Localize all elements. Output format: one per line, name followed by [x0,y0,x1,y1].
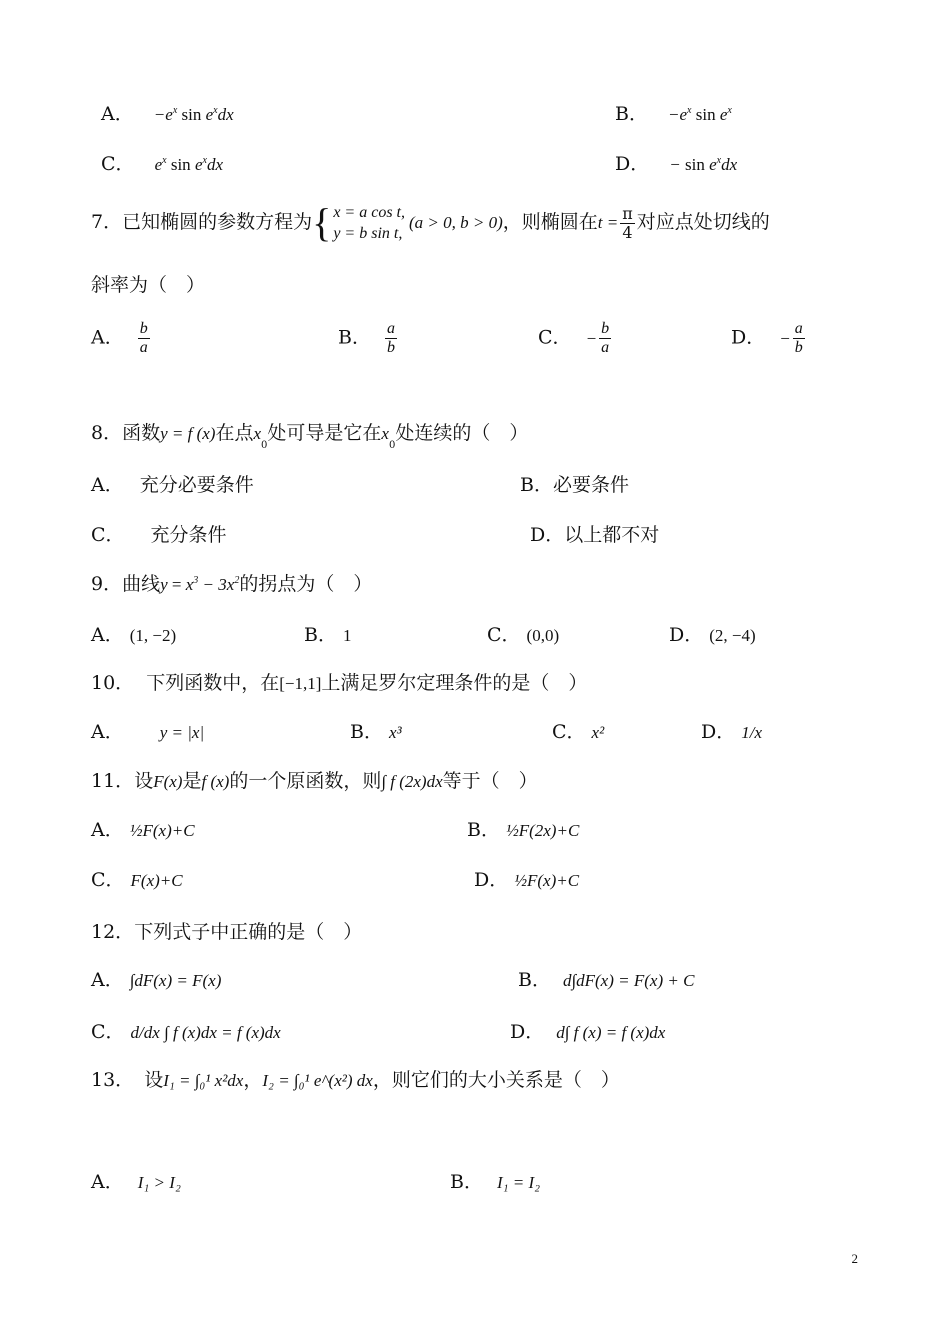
brace-icon: { [312,200,332,245]
q13-option-a: A． I₁ > I₂ [91,1171,181,1193]
q8-option-a: A． 充分必要条件 [91,474,254,496]
q8-option-b: B．必要条件 [520,474,629,496]
q7-option-c: C． − $\frac{b}{a}$ [538,320,610,356]
q11-option-a: A． ½F(x)+C [91,819,195,841]
q9-option-b: B． 1 [304,624,352,646]
q10-option-c: C． x² [552,721,605,743]
q12-option-a: A． ∫dF(x) = F(x) [91,969,222,991]
q6-option-d: D． − $\sin e^xdx$ [615,153,738,175]
q7-t-fraction: $\frac{\pi}{4}$ [622,203,633,242]
q7-option-b: B． $\frac{a}{b}$ [338,320,396,356]
q9-option-d: D． (2, −4) [669,624,756,646]
q9-curve: $y = x^3 - 3x^2$ [160,575,240,594]
q11-option-d: D． ½F(x)+C [474,869,580,891]
q12-option-b: B． d∫dF(x) = F(x) + C [518,969,695,991]
q7-system: x = a cos t, y = b sin t, [333,204,405,242]
q7-option-a: A． $\frac{b}{a}$ [91,320,148,356]
q12-option-d: D． d∫ f (x) = f (x)dx [510,1021,666,1043]
q8-option-c: C． 充分条件 [91,524,227,546]
q10-option-b: B． x³ [350,721,402,743]
q8-stem: 8．函数y = f (x)在点$x_0$处可导是它在$x_0$处连续的（ ） [91,422,529,451]
q9-stem: 9．曲线$y = x^3 - 3x^2$的拐点为（ ） [91,573,373,595]
q6-option-d-expr: − $\sin e^xdx$ [669,155,738,174]
q11-stem: 11．设F(x)是f (x)的一个原函数，则∫ f (2x)dx等于（ ） [91,770,538,792]
q9-option-c: C． (0,0) [487,624,560,646]
q13-option-b: B． I₁ = I₂ [450,1171,541,1193]
q7-option-d: D． − $\frac{a}{b}$ [731,320,803,356]
q12-stem: 12．下列式子中正确的是（ ） [91,921,363,943]
q9-option-a: A． (1, −2) [91,624,177,646]
q6-option-b-expr: $-e^x$ $\sin e^x$ [668,105,732,124]
q11-option-b: B． ½F(2x)+C [467,819,580,841]
q6-option-c-expr: $e^x$ $\sin e^xdx$ [154,155,223,174]
q8-option-d: D．以上都不对 [530,524,660,546]
q10-option-d: D． 1/x [701,721,763,743]
q6-option-b: B． $-e^x$ $\sin e^x$ [615,103,732,125]
q11-option-c: C． F(x)+C [91,869,183,891]
q6-option-c: C． $e^x$ $\sin e^xdx$ [101,153,223,175]
q13-stem: 13． 设I₁ = ∫₀¹ x²dx，I₂ = ∫₀¹ e^(x²) dx，则它们的大小关系是（ ） [91,1069,620,1091]
page-number: 2 [851,1251,858,1266]
q7-stem-line2: 斜率为（ ） [91,274,206,296]
q6-option-a: A． $-e^x$ $\sin e^xdx$ [101,103,234,125]
q10-stem: 10． 下列函数中，在[−1,1]上满足罗尔定理条件的是（ ） [91,672,588,694]
q6-option-a-expr: $-e^x$ $\sin e^xdx$ [153,105,234,124]
q10-option-a: A． y = |x| [91,721,205,743]
q12-option-c: C． d/dx ∫ f (x)dx = f (x)dx [91,1021,281,1043]
q7-stem: 7．已知椭圆的参数方程为{ x = a cos t, y = b sin t, (a > 0, b > 0)，则椭圆在t = $\frac{\pi}{4}$ 对应点处切线的 [91,200,770,245]
